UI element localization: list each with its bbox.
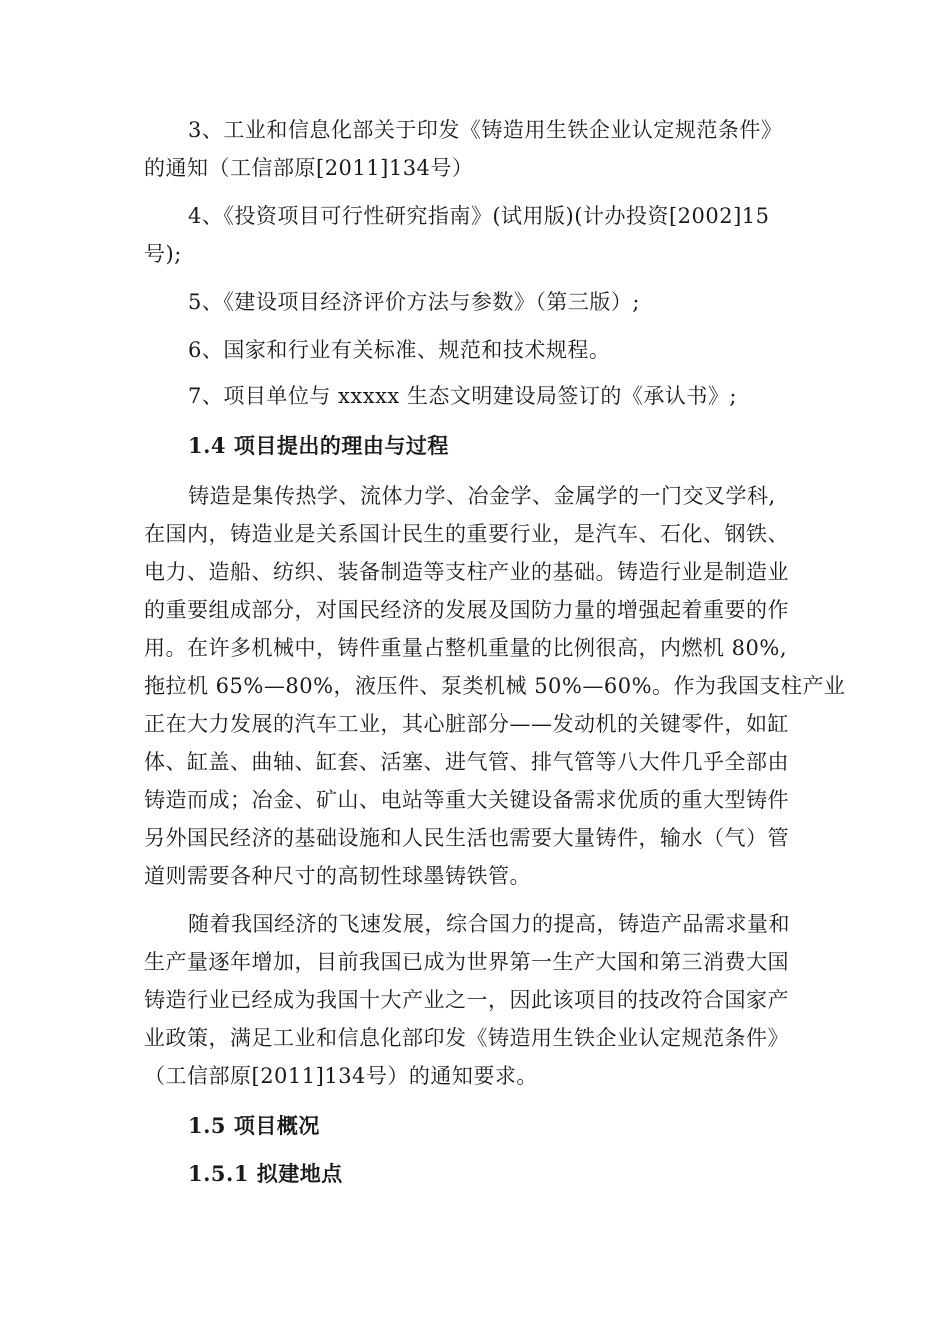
reference-item-4-line-2: 号); [144,242,182,266]
paragraph-line: 铸造行业已经成为我国十大产业之一，因此该项目的技改符合国家产 [144,988,789,1012]
paragraph-line: 拖拉机 65%—80%，液压件、泵类机械 50%—60%。作为我国支柱产业 [144,674,846,698]
paragraph-line: 正在大力发展的汽车工业，其心脏部分——发动机的关键零件，如缸 [144,712,789,736]
paragraph-line: 铸造是集传热学、流体力学、冶金学、金属学的一门交叉学科, [188,484,776,508]
paragraph-line: 另外国民经济的基础设施和人民生活也需要大量铸件，输水（气）管 [144,826,789,850]
reference-item-5: 5、《建设项目经济评价方法与参数》（第三版）; [188,290,640,314]
reference-item-7: 7、项目单位与 xxxxx 生态文明建设局签订的《承认书》; [188,384,738,408]
section-heading-1-4: 1.4 项目提出的理由与过程 [188,433,449,458]
paragraph-line: 的重要组成部分，对国民经济的发展及国防力量的增强起着重要的作 [144,598,789,622]
paragraph-line: 生产量逐年增加，目前我国已成为世界第一生产大国和第三消费大国 [144,950,789,974]
reference-item-3-line-1: 3、工业和信息化部关于印发《铸造用生铁企业认定规范条件》 [188,118,783,142]
paragraph-line: 业政策，满足工业和信息化部印发《铸造用生铁企业认定规范条件》 [144,1026,789,1050]
paragraph-line: 体、缸盖、曲轴、缸套、活塞、进气管、排气管等八大件几乎全部由 [144,750,789,774]
paragraph-line: 用。在许多机械中，铸件重量占整机重量的比例很高，内燃机 80%, [144,636,788,660]
reference-item-3-line-2: 的通知（工信部原[2011]134号） [144,156,474,180]
paragraph-line: （工信部原[2011]134号）的通知要求。 [144,1064,538,1088]
paragraph-line: 道则需要各种尺寸的高韧性球墨铸铁管。 [144,864,531,888]
paragraph-line: 随着我国经济的飞速发展，综合国力的提高，铸造产品需求量和 [188,912,790,936]
section-heading-1-5: 1.5 项目概况 [188,1113,320,1138]
section-heading-1-5-1: 1.5.1 拟建地点 [188,1161,343,1186]
reference-item-6: 6、国家和行业有关标准、规范和技术规程。 [188,338,611,362]
reference-item-4-line-1: 4、《投资项目可行性研究指南》(试用版)(计办投资[2002]15 [188,204,770,228]
paragraph-line: 电力、造船、纺织、装备制造等支柱产业的基础。铸造行业是制造业 [144,560,789,584]
paragraph-line: 在国内，铸造业是关系国计民生的重要行业，是汽车、石化、钢铁、 [144,522,789,546]
paragraph-line: 铸造而成；冶金、矿山、电站等重大关键设备需求优质的重大型铸件 [144,788,789,812]
